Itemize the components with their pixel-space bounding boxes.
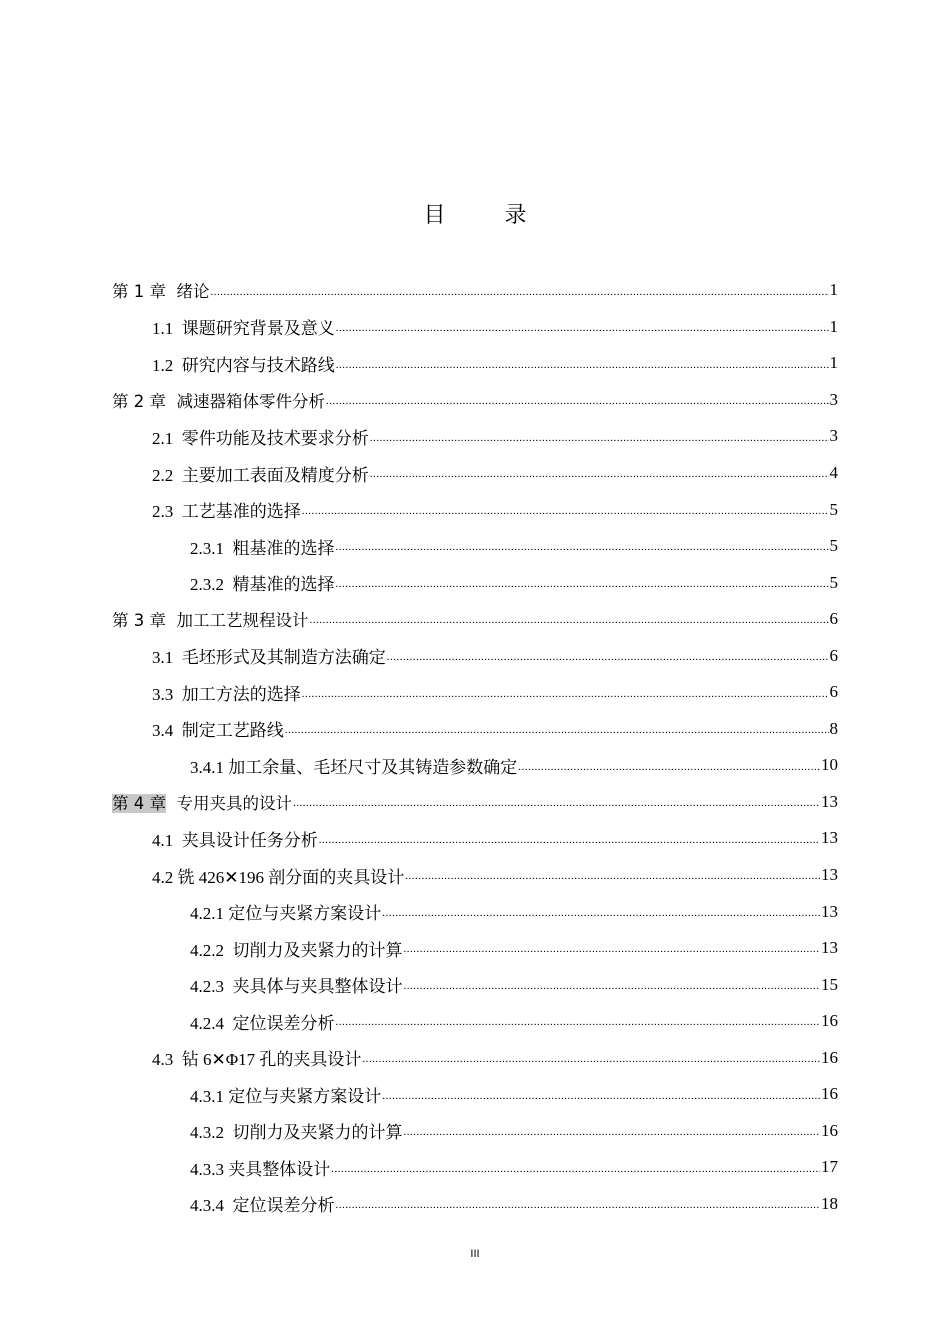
toc-entry-label (112, 278, 210, 302)
toc-entry-number: 4.2.4 (190, 1013, 224, 1033)
toc-entry-number: 2.3.2 (190, 575, 224, 595)
toc-dot-leader (362, 1053, 820, 1076)
toc-entry-number: 4.2.3 (190, 977, 224, 997)
toc-entry-number: 4.3.2 (190, 1123, 224, 1143)
toc-entry-number: 4.3.4 (190, 1196, 224, 1216)
page-title: 目 录 (423, 203, 553, 228)
toc-entry-number: 2.3 (152, 502, 174, 522)
toc-entry-label (152, 643, 386, 668)
toc-entry-text: 定位误差分析 (232, 1013, 335, 1033)
toc-entry[interactable] (112, 1039, 838, 1076)
toc-entry[interactable] (112, 491, 838, 528)
toc-entry-number: 1.1 (152, 319, 174, 339)
toc-entry-page: 13 (821, 901, 838, 921)
toc-entry-page: 15 (821, 974, 838, 994)
toc-entry-text: 定位误差分析 (232, 1196, 335, 1216)
toc-entry-text: 工艺基准的选择 (181, 502, 301, 522)
toc-entry[interactable] (112, 893, 838, 930)
toc-entry-page: 13 (821, 791, 838, 811)
toc-entry[interactable] (112, 564, 838, 601)
toc-entry-page: 10 (821, 755, 838, 775)
toc-entry-number: 3.4.1 (190, 757, 224, 777)
toc-entry[interactable] (112, 1076, 838, 1113)
toc-entry-number: 第 4 章 (112, 793, 166, 813)
toc-entry-text: 研究内容与技术路线 (181, 355, 335, 375)
toc-dot-leader (404, 1126, 821, 1149)
toc-entry-label (190, 534, 335, 559)
toc-entry-page: 5 (829, 572, 838, 592)
toc-entry-label (190, 1082, 381, 1107)
toc-entry[interactable] (112, 674, 838, 711)
toc-entry[interactable] (112, 820, 838, 857)
toc-entry-page: 6 (829, 682, 838, 702)
toc-entry[interactable] (112, 711, 838, 748)
toc-dot-leader (331, 1163, 820, 1186)
toc-dot-leader (336, 322, 829, 345)
toc-entry-number: 第 3 章 (112, 611, 166, 631)
toc-list (112, 272, 838, 1222)
toc-entry-text: 切削力及夹紧力的计算 (232, 1123, 403, 1143)
toc-entry-number: 4.2.2 (190, 940, 224, 960)
toc-entry-number: 4.2 (152, 867, 174, 887)
toc-entry-page: 4 (829, 463, 838, 482)
toc-dot-leader (370, 432, 829, 455)
toc-entry-page: 6 (829, 645, 838, 665)
toc-entry[interactable] (112, 345, 838, 382)
toc-entry-number: 4.3 (152, 1050, 174, 1070)
toc-dot-leader (302, 505, 829, 528)
toc-entry-label (190, 972, 403, 997)
toc-dot-leader (404, 980, 821, 1003)
toc-entry-text: 专用夹具的设计 (176, 793, 292, 813)
toc-entry[interactable] (112, 784, 838, 821)
toc-entry-page: 16 (821, 1011, 838, 1031)
toc-entry-label (152, 863, 404, 888)
toc-entry-text: 主要加工表面及精度分析 (181, 465, 369, 485)
toc-dot-leader (326, 395, 829, 418)
toc-entry-number: 3.3 (152, 684, 174, 704)
toc-entry-text: 钻 6✕Φ17 孔的夹具设计 (181, 1050, 362, 1070)
toc-entry-number: 2.2 (152, 465, 174, 485)
toc-entry-page: 8 (829, 718, 838, 738)
toc-dot-leader (336, 1016, 821, 1039)
toc-dot-leader (302, 688, 829, 711)
toc-entry-page: 3 (829, 389, 838, 409)
toc-entry[interactable] (112, 418, 838, 455)
toc-entry-label (152, 461, 369, 486)
toc-entry-text: 绪论 (176, 282, 210, 302)
toc-entry-label (152, 497, 301, 522)
toc-dot-leader (518, 761, 820, 784)
toc-entry-page: 1 (829, 353, 838, 373)
toc-entry-label (190, 899, 381, 924)
toc-entry-page: 1 (829, 316, 838, 336)
toc-entry-text: 夹具体与夹具整体设计 (232, 977, 403, 997)
toc-entry-number: 4.1 (152, 830, 174, 850)
toc-entry[interactable] (112, 930, 838, 967)
toc-entry[interactable] (112, 1149, 838, 1186)
toc-entry-label (190, 1155, 330, 1180)
toc-entry[interactable] (112, 528, 838, 565)
toc-dot-leader (336, 359, 829, 382)
toc-entry-number: 1.2 (152, 355, 174, 375)
toc-entry-number: 第 1 章 (112, 282, 166, 302)
toc-dot-leader (387, 651, 829, 674)
toc-entry-number: 4.3.3 (190, 1159, 224, 1179)
toc-entry[interactable] (112, 966, 838, 1003)
toc-entry-page: 13 (821, 938, 838, 958)
toc-entry[interactable] (112, 272, 838, 309)
toc-entry-label (152, 716, 284, 741)
toc-entry-page: 16 (821, 1120, 838, 1140)
toc-entry-page: 17 (821, 1157, 838, 1177)
toc-entry-text: 课题研究背景及意义 (181, 319, 335, 339)
toc-dot-leader (336, 578, 829, 601)
toc-entry-label (152, 680, 301, 705)
toc-entry-text: 粗基准的选择 (232, 538, 335, 558)
toc-entry-label (152, 351, 335, 376)
toc-entry-label (152, 1045, 361, 1070)
toc-entry[interactable] (112, 601, 838, 638)
toc-entry-text: 毛坯形式及其制造方法确定 (181, 648, 386, 668)
toc-entry-text: 加工工艺规程设计 (176, 611, 309, 631)
toc-entry-label (152, 314, 335, 339)
toc-dot-leader (319, 834, 820, 857)
toc-dot-leader (382, 1090, 820, 1113)
toc-entry[interactable] (112, 747, 838, 784)
toc-entry-text: 制定工艺路线 (181, 721, 284, 741)
toc-entry[interactable] (112, 1186, 838, 1223)
toc-dot-leader (405, 870, 820, 893)
toc-entry-label (112, 607, 309, 631)
toc-entry-number: 2.3.1 (190, 538, 224, 558)
toc-dot-leader (404, 943, 821, 966)
toc-entry-text: 切削力及夹紧力的计算 (232, 940, 403, 960)
toc-entry[interactable] (112, 382, 838, 419)
toc-dot-leader (336, 1199, 821, 1222)
page-number: III (470, 1248, 480, 1260)
toc-entry-page: 13 (821, 865, 838, 885)
toc-dot-leader (310, 614, 829, 637)
toc-entry-label (190, 753, 517, 778)
toc-entry[interactable] (112, 309, 838, 346)
toc-entry-label (112, 388, 325, 412)
toc-entry-number: 第 2 章 (112, 391, 166, 411)
toc-entry[interactable] (112, 455, 838, 492)
toc-entry-page: 13 (821, 828, 838, 848)
toc-entry[interactable] (112, 1003, 838, 1040)
toc-entry-page: 5 (829, 499, 838, 519)
toc-entry-text: 精基准的选择 (232, 575, 335, 595)
toc-entry-page: 3 (829, 426, 838, 446)
toc-entry-text: 加工方法的选择 (181, 684, 301, 704)
toc-entry[interactable] (112, 857, 838, 894)
toc-entry-page: 16 (821, 1084, 838, 1104)
toc-entry-label (152, 424, 369, 449)
toc-entry-number: 4.3.1 (190, 1086, 224, 1106)
toc-entry-label (152, 826, 318, 851)
toc-entry-page: 5 (829, 536, 838, 556)
toc-entry-number: 4.2.1 (190, 904, 224, 924)
toc-entry-number: 3.4 (152, 721, 174, 741)
toc-entry-label (190, 1009, 335, 1034)
toc-entry-text: 定位与夹紧方案设计 (228, 1086, 382, 1106)
toc-dot-leader (293, 797, 820, 820)
toc-entry-label (190, 936, 403, 961)
toc-entry-label (190, 1118, 403, 1143)
toc-entry-text: 铣 426✕196 剖分面的夹具设计 (177, 867, 405, 887)
toc-entry-label (190, 570, 335, 595)
toc-entry-page: 1 (829, 280, 838, 300)
toc-entry-label (112, 790, 292, 814)
toc-entry-text: 零件功能及技术要求分析 (181, 428, 369, 448)
toc-entry-page: 18 (821, 1193, 838, 1213)
toc-dot-leader (382, 907, 820, 930)
toc-entry-text: 减速器箱体零件分析 (176, 391, 325, 411)
toc-entry[interactable] (112, 637, 838, 674)
toc-entry[interactable] (112, 1113, 838, 1150)
toc-entry-text: 夹具设计任务分析 (181, 830, 318, 850)
toc-entry-number: 2.1 (152, 428, 174, 448)
toc-dot-leader (285, 724, 829, 747)
toc-dot-leader (370, 468, 829, 491)
toc-entry-text: 定位与夹紧方案设计 (228, 904, 382, 924)
toc-entry-page: 6 (829, 609, 838, 629)
toc-entry-text: 加工余量、毛坯尺寸及其铸造参数确定 (228, 757, 518, 777)
toc-dot-leader (211, 286, 829, 309)
toc-entry-number: 3.1 (152, 648, 174, 668)
toc-entry-label (190, 1191, 335, 1216)
toc-entry-text: 夹具整体设计 (228, 1159, 331, 1179)
toc-dot-leader (336, 541, 829, 564)
toc-entry-page: 16 (821, 1047, 838, 1067)
